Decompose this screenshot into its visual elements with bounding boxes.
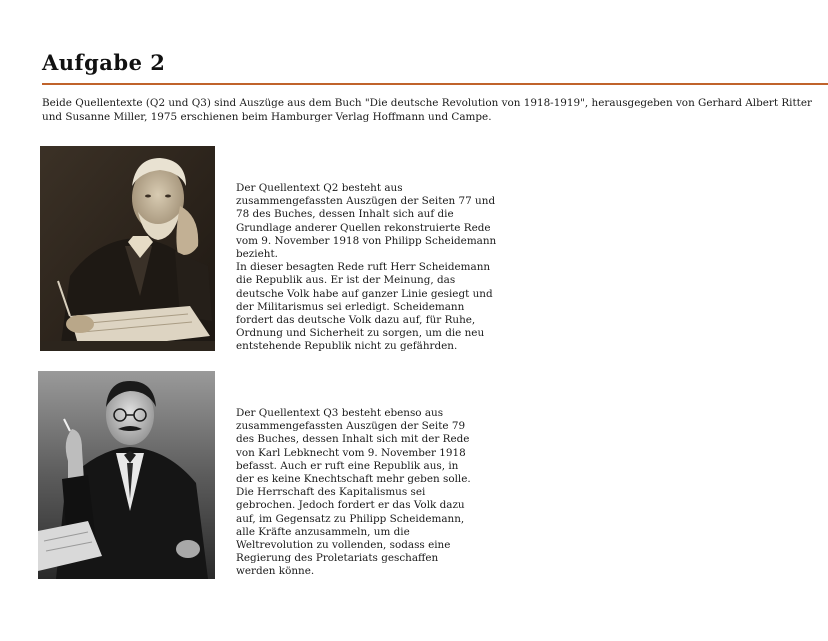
- q3-summary: [236, 407, 506, 579]
- heading-divider: [42, 83, 828, 85]
- intro-paragraph: Beide Quellentexte (Q2 und Q3) sind Auszüge aus dem Buch "Die deutsche Revolution von 1918-1919", herausgegeben von Gerhard Albert Ritter und Susanne Miller, 1975 erschienen beim Hamburger Verlag Hoffmann und Campe.: [42, 97, 812, 123]
- portrait-photo-liebknecht: [38, 371, 215, 579]
- q2-paragraph-2: In dieser besagten Rede ruft Herr Scheidemann die Republik aus. Er ist der Meinung, das deutsche Volk habe auf ganzer Linie gesiegt und der Militarismus sei erledigt. Scheidemann fordert das deutsche Volk dazu auf, für Ruhe, Ordnung und Sicherheit zu sorgen, um die neu entstehende Republik nicht zu gefährden.: [236, 261, 493, 353]
- q3-paragraph-1: Der Quellentext Q3 besteht ebenso aus zusammengefassten Auszügen der Seite 79 des Buches, dessen Inhalt sich mit der Rede von Karl Lebknecht vom 9. November 1918 befasst. Auch er ruft eine Republik aus, in der es keine Knechtschaft mehr geben solle. Die Herrschaft des Kapitalismus sei gebrochen. Jedoch fordert er das Volk dazu auf, im Gegensatz zu Philipp Scheidemann, alle Kräfte anzusammeln, um die Weltrevolution zu vollenden, sodass eine Regierung des Proletariats geschaffen werden könne.: [236, 407, 471, 578]
- page-heading: Aufgabe 2: [42, 50, 166, 75]
- q2-summary: [236, 182, 506, 354]
- q2-paragraph-1: Der Quellentext Q2 besteht aus zusammengefassten Auszügen der Seiten 77 und 78 des Buches, dessen Inhalt sich auf die Grundlage anderer Quellen rekonstruierte Rede vom 9. November 1918 von Philipp Scheidemann bezieht.: [236, 182, 497, 261]
- portrait-photo-scheidemann: [40, 146, 215, 351]
